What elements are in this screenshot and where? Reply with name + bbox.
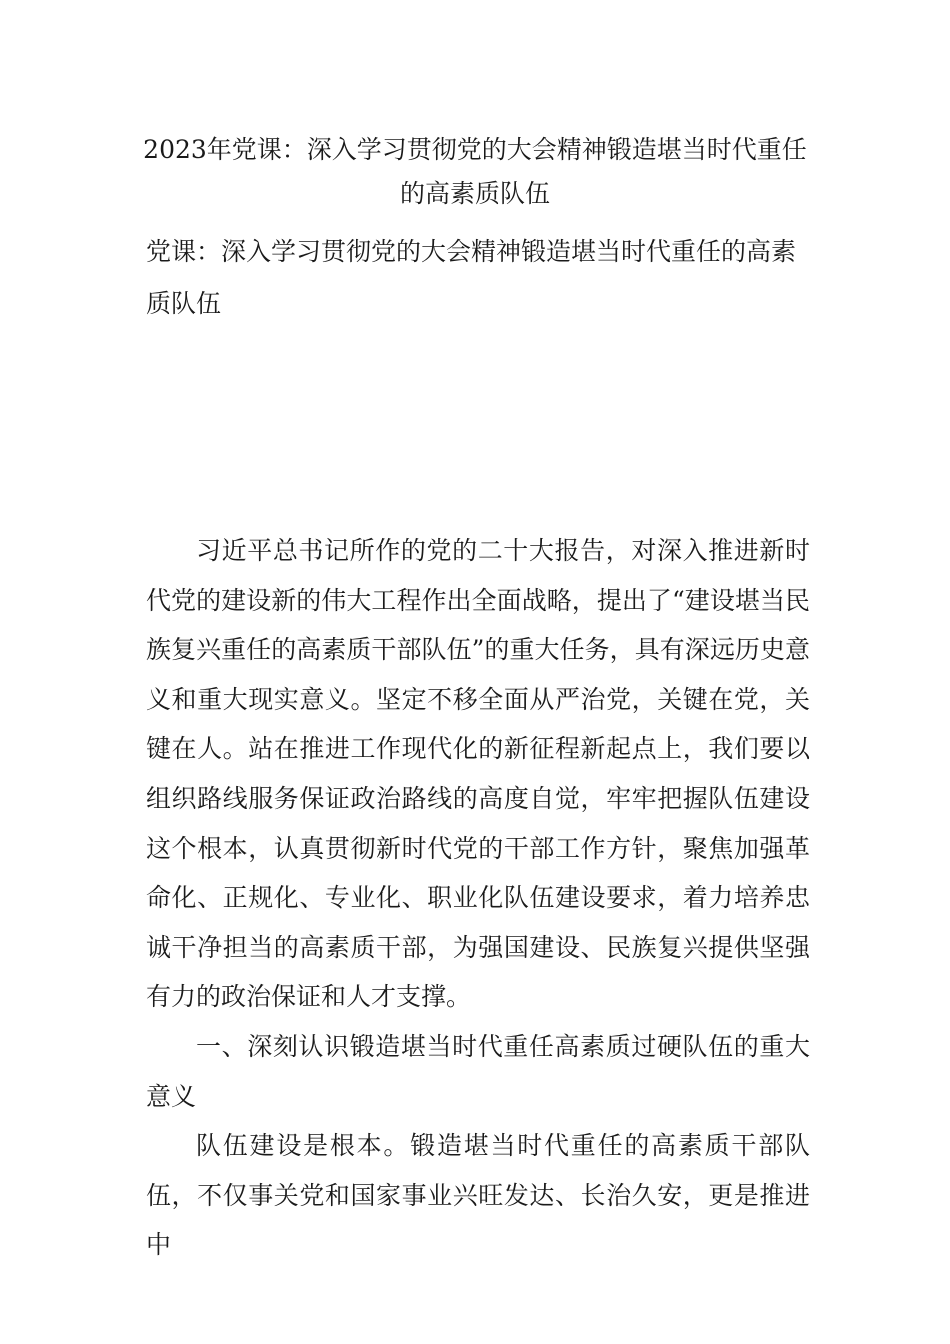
document-body — [146, 526, 810, 1270]
document-title: 2023年党课：深入学习贯彻党的大会精神锻造堪当时代重任的高素质队伍 — [143, 135, 807, 208]
section-heading-1: 一、深刻认识锻造堪当时代重任高素质过硬队伍的重大意义 — [146, 1031, 810, 1111]
paragraph-section-1: 队伍建设是根本。锻造堪当时代重任的高素质干部队伍，不仅事关党和国家事业兴旺发达、长治久安，更是推进中 — [146, 1131, 810, 1260]
document-subtitle: 党课：深入学习贯彻党的大会精神锻造堪当时代重任的高素质队伍 — [146, 237, 797, 318]
paragraph-intro: 习近平总书记所作的党的二十大报告，对深入推进新时代党的建设新的伟大工程作出全面战略，提出了“建设堪当民族复兴重任的高素质干部队伍”的重大任务，具有深远历史意义和重大现实意义。坚定不移全面从严治党，关键在党，关键在人。站在推进工作现代化的新征程新起点上，我们要以组织路线服务保证政治路线的高度自觉，牢牢把握队伍建设这个根本，认真贯彻新时代党的干部工作方针，聚焦加强革命化、正规化、专业化、职业化队伍建设要求，着力培养忠诚干净担当的高素质干部，为强国建设、民族复兴提供坚强有力的政治保证和人才支撑。 — [146, 536, 810, 1012]
